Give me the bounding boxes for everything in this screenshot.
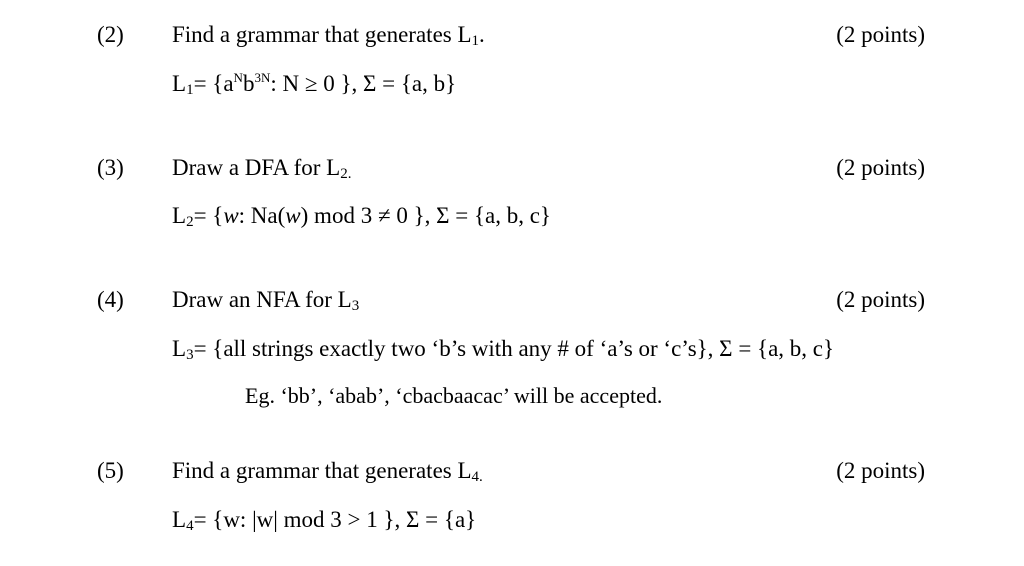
- problem-4-def-L: L: [172, 336, 187, 361]
- problem-4-definition: [172, 336, 834, 362]
- problem-3-title: [172, 155, 351, 181]
- problem-3-def-L: L: [172, 203, 187, 228]
- problem-2-def-mid: b: [242, 71, 255, 96]
- problem-3-title-text: Draw a DFA for L: [172, 155, 341, 180]
- problem-2-title-subscript: 1: [471, 33, 480, 49]
- problem-5-definition: [172, 507, 476, 533]
- problem-5-number: (5): [97, 458, 124, 483]
- problem-2-points: (2 points): [836, 22, 925, 47]
- problem-5-title-text: Find a grammar that generates L: [172, 458, 472, 483]
- problem-2-def-sup-n: N: [233, 70, 243, 85]
- problem-2-title: [172, 22, 485, 48]
- problem-5-points: (2 points): [836, 458, 925, 483]
- problem-4-title-text: Draw an NFA for L: [172, 287, 352, 312]
- problem-2-number: (2): [97, 22, 124, 47]
- problem-4-points: (2 points): [836, 287, 925, 312]
- problem-3-def-b: : Na(: [238, 203, 286, 228]
- problem-5-title-subscript: 4.: [471, 469, 483, 485]
- problem-3-definition: [172, 203, 551, 229]
- problem-3-def-a: = {: [193, 203, 224, 228]
- problem-4-def-rest: = {all strings exactly two ‘b’s with any # of ‘a’s or ‘c’s}, Σ = {a, b, c}: [193, 336, 835, 361]
- problem-3-number: (3): [97, 155, 124, 180]
- problem-2-def-open: = {a: [193, 71, 234, 96]
- problem-3-def-c: ) mod 3 ≠ 0 }, Σ = {a, b, c}: [300, 203, 551, 228]
- problem-2-def-L: L: [172, 71, 187, 96]
- problem-3-def-w1: w: [223, 203, 239, 228]
- problem-2-def-rest: : N ≥ 0 }, Σ = {a, b}: [270, 71, 457, 96]
- problem-2-def-subscript: 1: [186, 82, 194, 98]
- problem-2-title-text: Find a grammar that generates L: [172, 22, 472, 47]
- problem-3-points: (2 points): [836, 155, 925, 180]
- problem-2-title-tail: .: [479, 22, 485, 47]
- problem-5-def-rest: = {w: |w| mod 3 > 1 }, Σ = {a}: [193, 507, 477, 532]
- problem-4-title: [172, 287, 359, 313]
- problem-2-definition: [172, 71, 456, 97]
- problem-5-title: [172, 458, 483, 484]
- problem-4-title-subscript: 3: [351, 298, 360, 314]
- problem-2-def-sup-3n: 3N: [254, 70, 271, 85]
- problem-4-example: Eg. ‘bb’, ‘abab’, ‘cbacbaacac’ will be accepted.: [245, 383, 663, 408]
- problem-5-def-subscript: 4: [186, 518, 194, 534]
- problem-4-def-subscript: 3: [186, 347, 194, 363]
- problem-3-title-subscript: 2.: [340, 166, 352, 182]
- problem-3-def-subscript: 2: [186, 214, 194, 230]
- problem-3-def-w2: w: [285, 203, 301, 228]
- problem-4-number: (4): [97, 287, 124, 312]
- problem-5-def-L: L: [172, 507, 187, 532]
